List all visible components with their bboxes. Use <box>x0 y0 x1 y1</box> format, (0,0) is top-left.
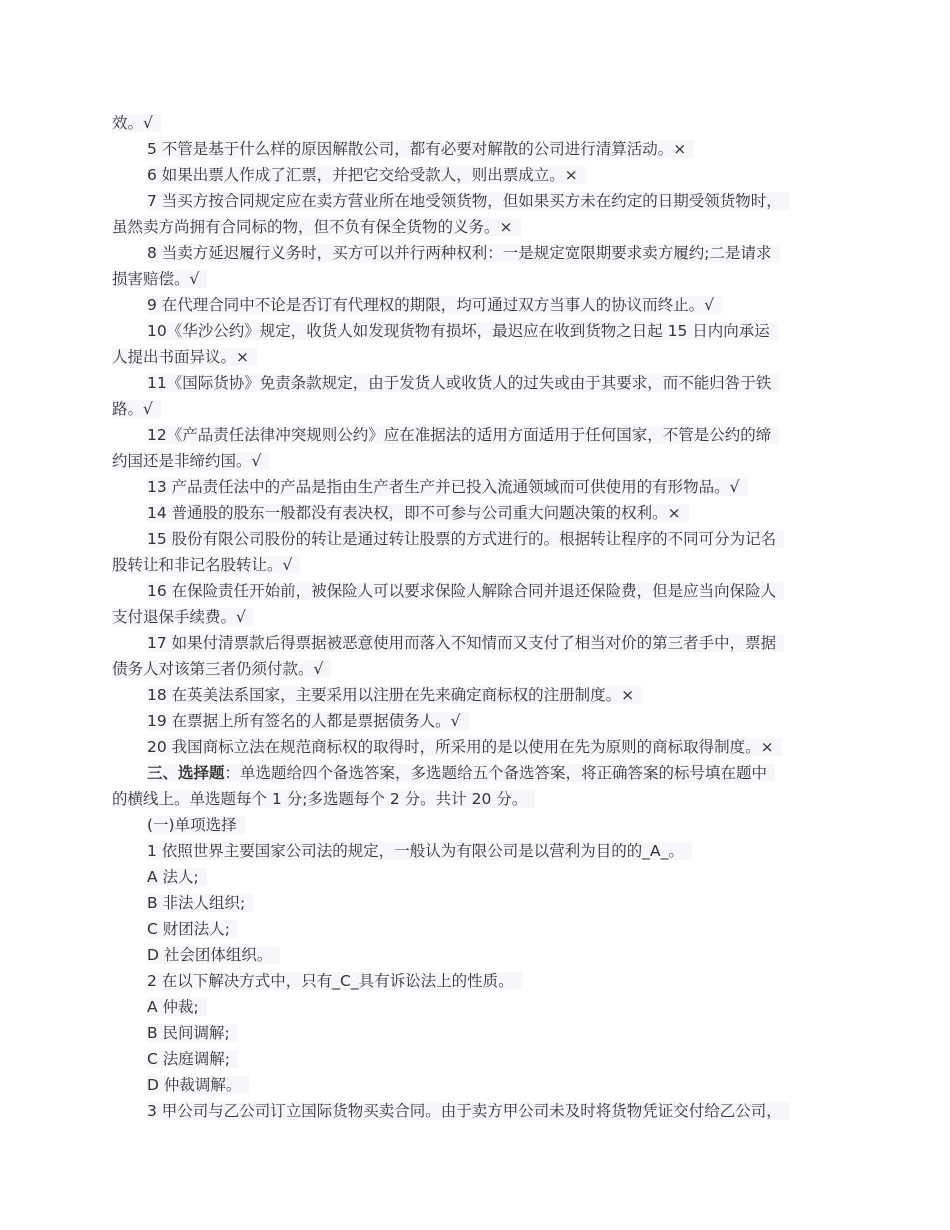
line-text <box>147 842 692 860</box>
line-text <box>147 686 642 704</box>
text-line <box>112 604 840 630</box>
text-line <box>112 630 840 656</box>
line-text <box>147 816 245 834</box>
line-text <box>147 166 586 184</box>
line-content: D 仲裁调解。 <box>147 1076 242 1094</box>
line-text <box>112 660 331 678</box>
text-line <box>112 292 840 318</box>
line-text <box>147 894 253 912</box>
text-line <box>112 682 840 708</box>
line-text <box>147 712 469 730</box>
text-line <box>112 1072 840 1098</box>
line-text <box>112 348 257 366</box>
line-text <box>147 1102 790 1120</box>
text-line <box>112 578 840 604</box>
line-text <box>147 920 238 938</box>
text-line <box>112 474 840 500</box>
line-text <box>147 426 779 444</box>
line-text <box>112 790 535 808</box>
text-line <box>112 422 840 448</box>
text-line <box>112 786 840 812</box>
line-content: 效。√ <box>112 114 153 132</box>
line-text <box>147 530 784 548</box>
line-content: 损害赔偿。√ <box>112 270 200 288</box>
line-content: 的横线上。单选题每个 1 分;多选题每个 2 分。共计 20 分。 <box>112 790 528 808</box>
document-page <box>112 110 840 1124</box>
line-content: 股转让和非记名股转让。√ <box>112 556 293 574</box>
text-line <box>112 708 840 734</box>
text-line <box>112 890 840 916</box>
line-content: 2 在以下解决方式中，只有_C_具有诉讼法上的性质。 <box>147 972 514 990</box>
text-line <box>112 136 840 162</box>
line-content: 15 股份有限公司股份的转让是通过转让股票的方式进行的。根据转让程序的不同可分为记名 <box>147 530 777 548</box>
text-line <box>112 500 840 526</box>
line-text <box>147 1050 238 1068</box>
line-text <box>147 634 784 652</box>
text-line <box>112 370 840 396</box>
line-text <box>147 1076 249 1094</box>
line-text <box>147 296 722 314</box>
line-text <box>147 972 522 990</box>
text-line <box>112 240 840 266</box>
section-heading: 三、选择题 <box>147 764 225 782</box>
line-content: 路。√ <box>112 400 153 418</box>
line-content: 1 依照世界主要国家公司法的规定，一般认为有限公司是以营利为目的的_A_。 <box>147 842 684 860</box>
text-line <box>112 994 840 1020</box>
line-text <box>147 140 694 158</box>
line-text <box>147 946 280 964</box>
text-line <box>112 188 840 214</box>
text-line <box>112 838 840 864</box>
line-content: 5 不管是基于什么样的原因解散公司，都有必要对解散的公司进行清算活动。× <box>147 140 687 158</box>
text-line <box>112 266 840 292</box>
line-content: 20 我国商标立法在规范商标权的取得时，所采用的是以使用在先为原则的商标取得制度。× <box>147 738 774 756</box>
line-content: 支付退保手续费。√ <box>112 608 246 626</box>
line-text <box>112 218 521 236</box>
line-text <box>112 400 161 418</box>
line-content: D 社会团体组织。 <box>147 946 273 964</box>
line-content: 13 产品责任法中的产品是指由生产者生产并已投入流通领域而可供使用的有形物品。√ <box>147 478 740 496</box>
line-text <box>147 374 779 392</box>
text-line <box>112 864 840 890</box>
line-text <box>147 322 778 340</box>
line-content: 6 如果出票人作成了汇票，并把它交给受款人，则出票成立。× <box>147 166 578 184</box>
line-text <box>147 244 780 262</box>
text-line <box>112 942 840 968</box>
line-content: A 法人; <box>147 868 199 886</box>
text-line <box>112 526 840 552</box>
line-content: 7 当买方按合同规定应在卖方营业所在地受领货物，但如果买方未在约定的日期受领货物时， <box>147 192 782 210</box>
line-text <box>112 452 269 470</box>
text-line <box>112 1020 840 1046</box>
line-content: C 财团法人; <box>147 920 230 938</box>
line-content: 9 在代理合同中不论是否订有代理权的期限，均可通过双方当事人的协议而终止。√ <box>147 296 715 314</box>
line-content: 3 甲公司与乙公司订立国际货物买卖合同。由于卖方甲公司未及时将货物凭证交付给乙公司， <box>147 1102 782 1120</box>
text-line <box>112 448 840 474</box>
line-content: 10《华沙公约》规定，收货人如发现货物有损坏，最迟应在收到货物之日起 15 日内向承运 <box>147 322 770 340</box>
text-line <box>112 396 840 422</box>
text-line <box>112 318 840 344</box>
line-text <box>112 114 161 132</box>
line-text <box>147 998 207 1016</box>
line-content: C 法庭调解; <box>147 1050 230 1068</box>
line-content: 17 如果付清票款后得票据被恶意使用而落入不知情而又支付了相当对价的第三者手中，票据 <box>147 634 777 652</box>
line-content: 18 在英美法系国家，主要采用以注册在先来确定商标权的注册制度。× <box>147 686 635 704</box>
text-line <box>112 656 840 682</box>
line-content: B 民间调解; <box>147 1024 230 1042</box>
line-content: 约国还是非缔约国。√ <box>112 452 262 470</box>
text-line <box>112 916 840 942</box>
line-content: 虽然卖方尚拥有合同标的物，但不负有保全货物的义务。× <box>112 218 513 236</box>
text-line <box>112 734 840 760</box>
line-text <box>147 192 790 210</box>
text-line <box>112 162 840 188</box>
text-line <box>112 214 840 240</box>
text-line <box>112 344 840 370</box>
line-content: A 仲裁; <box>147 998 199 1016</box>
line-content: 16 在保险责任开始前，被保险人可以要求保险人解除合同并退还保险费，但是应当向保险人 <box>147 582 777 600</box>
line-text <box>112 608 254 626</box>
line-content: B 非法人组织; <box>147 894 246 912</box>
line-text <box>147 738 782 756</box>
text-line <box>112 968 840 994</box>
line-text <box>147 582 784 600</box>
text-line <box>112 110 840 136</box>
text-line <box>112 812 840 838</box>
line-text <box>147 868 207 886</box>
line-content: ：单选题给四个备选答案，多选题给五个备选答案，将正确答案的标号填在题中 <box>224 764 768 782</box>
line-text <box>112 270 207 288</box>
text-line <box>112 760 840 786</box>
line-content: (一)单项选择 <box>147 816 237 834</box>
line-content: 14 普通股的股东一般都没有表决权，即不可参与公司重大问题决策的权利。× <box>147 504 681 522</box>
text-line <box>112 552 840 578</box>
line-text <box>112 556 300 574</box>
line-content: 债务人对该第三者仍须付款。√ <box>112 660 324 678</box>
line-content: 11《国际货协》免责条款规定，由于发货人或收货人的过失或由于其要求，而不能归咎于铁 <box>147 374 772 392</box>
line-content: 8 当卖方延迟履行义务时，买方可以并行两种权利：一是规定宽限期要求卖方履约;二是请求 <box>147 244 772 262</box>
line-content: 人提出书面异议。× <box>112 348 249 366</box>
text-line <box>112 1046 840 1072</box>
text-line <box>112 1098 840 1124</box>
line-text <box>147 764 775 782</box>
line-text <box>147 504 689 522</box>
line-content: 12《产品责任法律冲突规则公约》应在准据法的适用方面适用于任何国家，不管是公约的缔 <box>147 426 772 444</box>
line-text <box>147 1024 238 1042</box>
line-content: 19 在票据上所有签名的人都是票据债务人。√ <box>147 712 461 730</box>
line-text <box>147 478 748 496</box>
